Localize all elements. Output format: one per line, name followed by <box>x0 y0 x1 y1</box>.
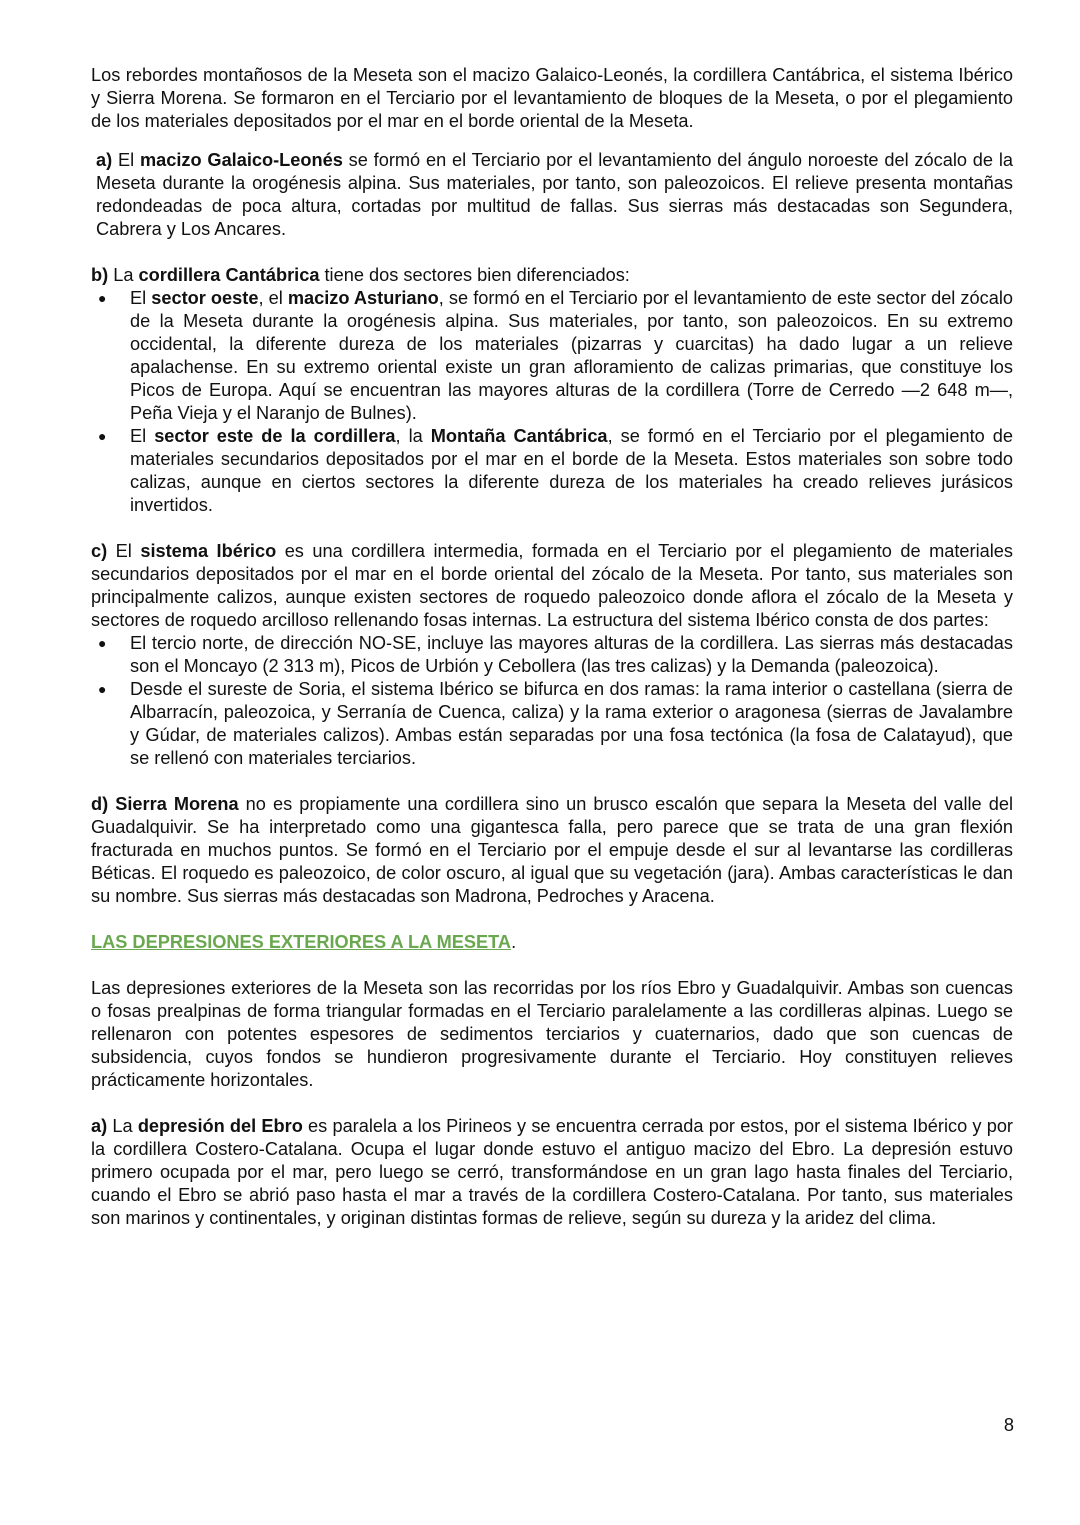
section-b-list <box>91 287 1013 517</box>
bullet-text-pre: El <box>130 288 152 308</box>
section-c-text: es una cordillera intermedia, formada en el Terciario por el plegamiento de materiales secundarios depositados por el mar en el borde oriental del zócalo de la Meseta. Por tanto, sus materiales son principalmente calizos, aunque existen sectores de roquedo paleozoico donde aflora el zócalo de la Meseta y sectores de roquedo arcilloso rellenando fosas internas. La estructura del sistema Ibérico consta de dos partes: <box>91 541 1014 630</box>
section-d-paragraph <box>91 793 1013 908</box>
ebro-text: es paralela a los Pirineos y se encuentra cerrada por estos, por el sistema Ibérico y por la cordillera Costero-Catalana. Ocupa el lugar donde estuvo el antiguo macizo del Ebro. La depresión estuvo primero ocupada por el mar, pero luego se cerró, transformándose en un gran lago hasta finales del Terciario, cuando el Ebro se abrió paso hasta el mar a través de la cordillera Costero-Catalana. Por tanto, sus materiales son marinos y continentales, y originan distintas formas de relieve, según su dureza y la aridez del clima. <box>91 1116 1013 1228</box>
bullet-term: Montaña Cantábrica <box>430 426 608 446</box>
section-c-list <box>91 632 1013 770</box>
bullet-icon: ● <box>98 428 107 444</box>
section-d-label: d) <box>91 794 109 814</box>
list-item <box>91 678 1013 770</box>
bullet-text-mid: , la <box>395 426 431 446</box>
section-heading: LAS DEPRESIONES EXTERIORES A LA MESETA <box>91 932 512 952</box>
section-a-text: se formó en el Terciario por el levantamiento del ángulo noroeste del zócalo de la Meseta durante la orogénesis alpina. Sus materiales, por tanto, son paleozoicos. El relieve presenta montañas redondeadas de poca altura, cortadas por multitud de fallas. Sus sierras más destacadas son Segundera, Cabrera y Los Ancares. <box>96 150 1013 239</box>
page-number: 8 <box>1003 1415 1014 1435</box>
bullet-term: macizo Asturiano <box>287 288 439 308</box>
bullet-term: sector este de la cordillera <box>154 426 396 446</box>
section-a-pre: El <box>112 150 140 170</box>
bullet-text: Desde el sureste de Soria, el sistema Ibérico se bifurca en dos ramas: la rama interior o castellana (sierra de Albarracín, paleozoica, y Serranía de Cuenca, caliza) y la rama exterior o aragonesa (sierras de Javalambre y Gúdar, de materiales calizos). Ambas están separadas por una fosa tectónica (la fosa de Calatayud), que se rellenó con materiales terciarios. <box>130 679 1013 768</box>
section-c-pre: El <box>107 541 141 561</box>
intro-paragraph: Los rebordes montañosos de la Meseta son el macizo Galaico-Leonés, la cordillera Cantábrica, el sistema Ibérico y Sierra Morena. Se formaron en el Terciario por el levantamiento de bloques de la Meseta, o por el plegamiento de los materiales depositados por el mar en el borde oriental de la Meseta. <box>91 65 1013 131</box>
section-a-paragraph <box>91 149 1013 241</box>
bullet-icon: ● <box>98 635 107 651</box>
section-a-term: macizo Galaico-Leonés <box>139 150 343 170</box>
section-heading-line <box>91 931 1013 954</box>
ebro-pre: La <box>107 1116 138 1136</box>
list-item <box>91 425 1013 517</box>
ebro-paragraph <box>91 1115 1013 1230</box>
section-c-term: sistema Ibérico <box>140 541 277 561</box>
section-b-paragraph <box>91 264 1013 287</box>
section-c-paragraph <box>91 540 1013 632</box>
section-b-label: b) <box>91 265 109 285</box>
ebro-term: depresión del Ebro <box>137 1116 303 1136</box>
bullet-text: El tercio norte, de dirección NO-SE, incluye las mayores alturas de la cordillera. Las sierras más destacadas son el Moncayo (2 313 m), Picos de Urbión y Cebollera (las tres calizas) y la Demanda (paleozoica). <box>130 633 1013 676</box>
bullet-text: , se formó en el Terciario por el levantamiento de este sector del zócalo de la Meseta durante la orogénesis alpina. Sus materiales, por tanto, son paleozoicos. En su extremo occidental, la diferente dureza de los materiales (pizarras y cuarcitas) ha dado lugar a un relieve apalachense. En su extremo oriental existe un gran afloramiento de calizas primarias, que constituye los Picos de Europa. Aquí se encuentran las mayores alturas de la cordillera (Torre de Cerredo —2 648 m—, Peña Vieja y el Naranjo de Bulnes). <box>130 288 1014 423</box>
list-item <box>91 287 1013 425</box>
section-c-label: c) <box>91 541 108 561</box>
bullet-icon: ● <box>98 290 107 306</box>
section-b-term: cordillera Cantábrica <box>138 265 320 285</box>
bullet-text-pre: El <box>130 426 155 446</box>
section-a-label: a) <box>96 150 113 170</box>
section-b-pre: La <box>108 265 139 285</box>
bullet-term: sector oeste <box>151 288 259 308</box>
section-b-text: tiene dos sectores bien diferenciados: <box>319 265 630 285</box>
bullet-text-mid: , el <box>258 288 288 308</box>
document-page <box>91 64 1013 1230</box>
section-d-term: Sierra Morena <box>108 794 239 814</box>
section-heading-suffix: . <box>511 932 517 952</box>
list-item <box>91 632 1013 678</box>
bullet-icon: ● <box>98 681 107 697</box>
depresiones-intro-paragraph: Las depresiones exteriores de la Meseta son las recorridas por los ríos Ebro y Guadalquivir. Ambas son cuencas o fosas prealpinas de forma triangular formadas en el Terciario paralelamente a las cordilleras alpinas. Luego se rellenaron con potentes espesores de sedimentos terciarios y cuaternarios, dado que son cuencas de subsidencia, cuyos fondos se hundieron progresivamente durante el Terciario. Hoy constituyen relieves prácticamente horizontales. <box>91 978 1013 1090</box>
ebro-label: a) <box>91 1116 108 1136</box>
section-d-text: no es propiamente una cordillera sino un brusco escalón que separa la Meseta del valle del Guadalquivir. Se ha interpretado como una gigantesca falla, pero parece que se trata de una gran flexión fracturada en muchos puntos. Se formó en el Terciario por el empuje desde el sur al levantarse las cordilleras Béticas. El roquedo es paleozoico, de color oscuro, al igual que su vegetación (jara). Ambas características le dan su nombre. Sus sierras más destacadas son Madrona, Pedroches y Aracena. <box>91 794 1013 906</box>
bullet-text: , se formó en el Terciario por el plegamiento de materiales secundarios depositados por el mar en el borde de la Meseta. Estos materiales son sobre todo calizas, aunque en ciertos sectores la diferente dureza de los materiales ha creado relieves jurásicos invertidos. <box>130 426 1013 515</box>
